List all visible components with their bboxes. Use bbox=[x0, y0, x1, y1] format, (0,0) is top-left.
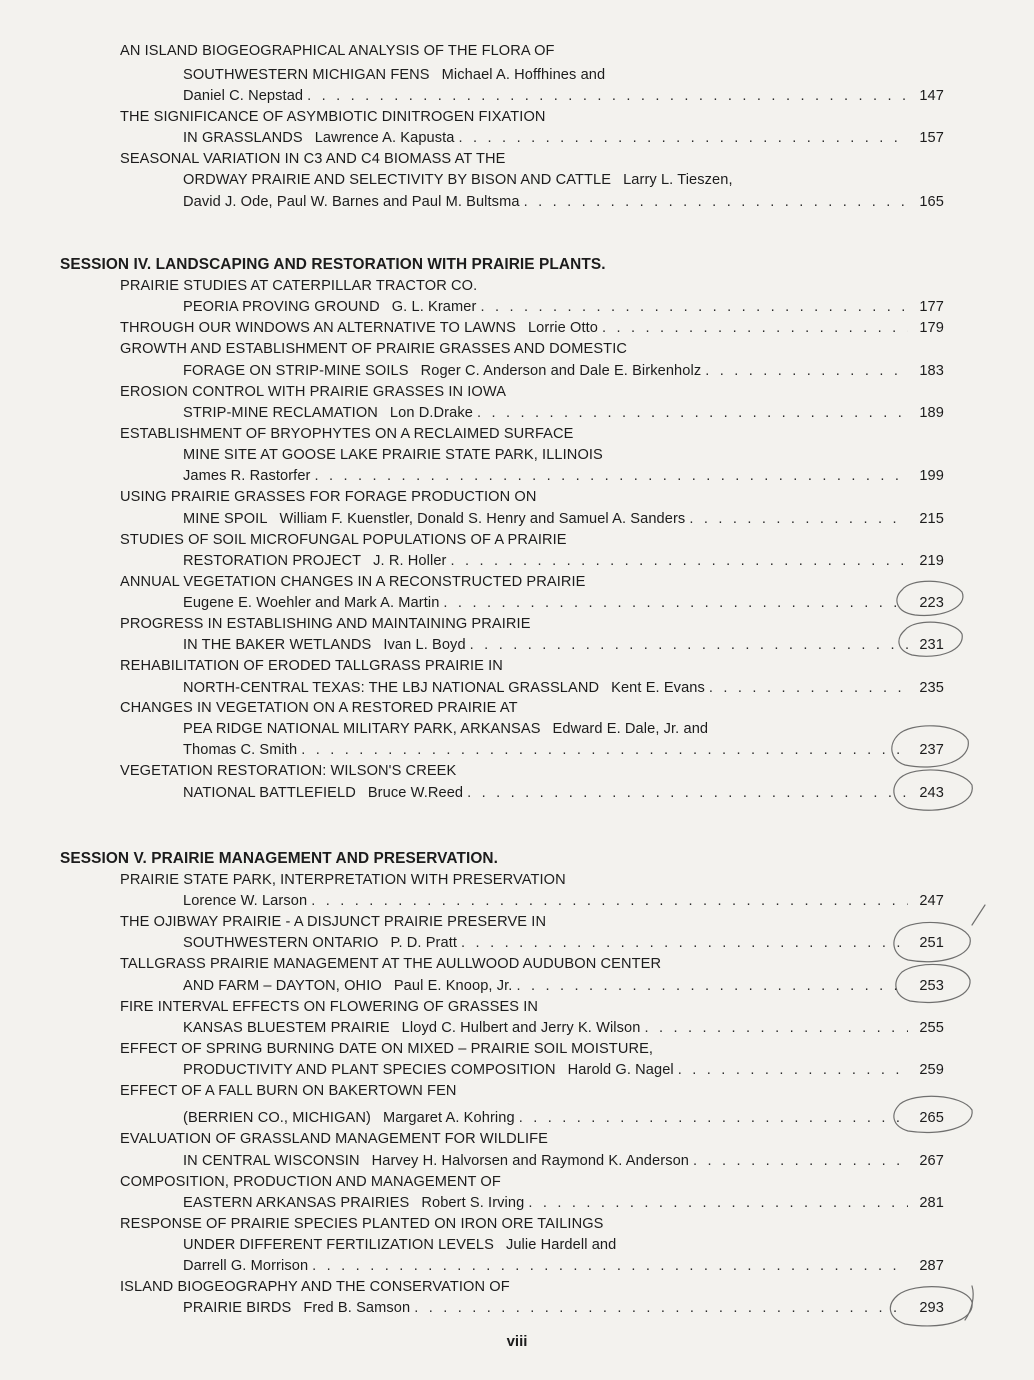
entry-page-number: 251 bbox=[919, 935, 944, 951]
entry-page-number: 219 bbox=[919, 553, 944, 569]
entry-author: William F. Kuenstler, Donald S. Henry and Samuel A. Sanders bbox=[279, 511, 686, 527]
entry-title-text: STRIP-MINE RECLAMATION bbox=[183, 405, 378, 421]
dot-leader bbox=[705, 362, 908, 380]
entry-author: Kent E. Evans bbox=[611, 680, 705, 696]
entry-page-number: 265 bbox=[919, 1110, 944, 1126]
entry-title-text: EASTERN ARKANSAS PRAIRIES bbox=[183, 1195, 410, 1211]
entry-title-line: COMPOSITION, PRODUCTION AND MANAGEMENT OF bbox=[120, 1174, 501, 1190]
dot-leader bbox=[414, 1299, 908, 1317]
entry-title-text: AND FARM – DAYTON, OHIO bbox=[183, 978, 382, 994]
entry-title-line bbox=[183, 66, 605, 84]
entry-title-line bbox=[183, 720, 708, 738]
entry-author: Michael A. Hoffhines and bbox=[441, 67, 606, 83]
entry-title-text: SOUTHWESTERN ONTARIO bbox=[183, 935, 379, 951]
toc-entry-line bbox=[183, 784, 944, 802]
dot-leader bbox=[644, 1019, 908, 1037]
dot-leader bbox=[516, 977, 908, 995]
toc-entry-line bbox=[183, 510, 944, 528]
entry-title-text: PEA RIDGE NATIONAL MILITARY PARK, ARKANSAS bbox=[183, 721, 541, 737]
dot-leader bbox=[470, 636, 908, 654]
dot-leader bbox=[307, 87, 908, 105]
entry-page-number: 147 bbox=[919, 88, 944, 104]
entry-title-text: PRODUCTIVITY AND PLANT SPECIES COMPOSITION bbox=[183, 1062, 556, 1078]
toc-entry-line bbox=[183, 129, 944, 147]
dot-leader bbox=[602, 319, 908, 337]
entry-author: Roger C. Anderson and Dale E. Birkenholz bbox=[420, 363, 702, 379]
entry-title-line: VEGETATION RESTORATION: WILSON'S CREEK bbox=[120, 763, 457, 779]
entry-title-text: PRAIRIE BIRDS bbox=[183, 1300, 292, 1316]
entry-title-line: FIRE INTERVAL EFFECTS ON FLOWERING OF GRASSES IN bbox=[120, 999, 539, 1015]
entry-author: Darrell G. Morrison bbox=[183, 1258, 309, 1274]
entry-page-number: 165 bbox=[919, 194, 944, 210]
entry-title-line: REHABILITATION OF ERODED TALLGRASS PRAIRIE IN bbox=[120, 658, 503, 674]
entry-author: Fred B. Samson bbox=[303, 1300, 411, 1316]
toc-entry-line bbox=[183, 1152, 944, 1170]
toc-entry-line bbox=[183, 362, 944, 380]
entry-page-number: 157 bbox=[919, 130, 944, 146]
entry-title-line: MINE SITE AT GOOSE LAKE PRAIRIE STATE PARK, ILLINOIS bbox=[183, 447, 603, 463]
entry-page-number: 253 bbox=[919, 978, 944, 994]
toc-entry-line bbox=[183, 1061, 944, 1079]
entry-page-number: 255 bbox=[919, 1020, 944, 1036]
entry-author: P. D. Pratt bbox=[390, 935, 458, 951]
entry-title-line: SEASONAL VARIATION IN C3 AND C4 BIOMASS AT THE bbox=[120, 151, 506, 167]
entry-author: Larry L. Tieszen, bbox=[623, 172, 733, 188]
entry-title-line: EVALUATION OF GRASSLAND MANAGEMENT FOR WILDLIFE bbox=[120, 1131, 548, 1147]
entry-title-text: SOUTHWESTERN MICHIGAN FENS bbox=[183, 67, 430, 83]
dot-leader bbox=[315, 467, 909, 485]
entry-title-line: PRAIRIE STATE PARK, INTERPRETATION WITH PRESERVATION bbox=[120, 872, 566, 888]
entry-author: Paul E. Knoop, Jr. bbox=[393, 978, 513, 994]
toc-entry-line bbox=[183, 636, 944, 654]
toc-entry-line bbox=[183, 404, 944, 422]
session-heading: SESSION IV. LANDSCAPING AND RESTORATION WITH PRAIRIE PLANTS. bbox=[60, 256, 606, 273]
entry-title-line: ANNUAL VEGETATION CHANGES IN A RECONSTRUCTED PRAIRIE bbox=[120, 574, 586, 590]
entry-author: Lawrence A. Kapusta bbox=[314, 130, 455, 146]
entry-author: David J. Ode, Paul W. Barnes and Paul M. Bultsma bbox=[183, 194, 520, 210]
entry-page-number: 177 bbox=[919, 299, 944, 315]
entry-title-text: RESTORATION PROJECT bbox=[183, 553, 362, 569]
entry-title-text: IN CENTRAL WISCONSIN bbox=[183, 1153, 360, 1169]
dot-leader bbox=[477, 404, 908, 422]
toc-entry-line bbox=[183, 298, 944, 316]
toc-entry-line bbox=[183, 1299, 944, 1317]
toc-entry-line bbox=[183, 679, 944, 697]
entry-title-line bbox=[183, 171, 733, 189]
entry-page-number: 259 bbox=[919, 1062, 944, 1078]
entry-author: Edward E. Dale, Jr. and bbox=[552, 721, 709, 737]
entry-author: Thomas C. Smith bbox=[183, 742, 298, 758]
entry-title-line: USING PRAIRIE GRASSES FOR FORAGE PRODUCTION ON bbox=[120, 489, 537, 505]
entry-author: James R. Rastorfer bbox=[183, 468, 311, 484]
entry-page-number: 215 bbox=[919, 511, 944, 527]
dot-leader bbox=[709, 679, 908, 697]
entry-author: Lloyd C. Hulbert and Jerry K. Wilson bbox=[401, 1020, 641, 1036]
entry-page-number: 235 bbox=[919, 680, 944, 696]
entry-author: Lorence W. Larson bbox=[183, 893, 308, 909]
toc-entry-line bbox=[183, 741, 944, 759]
dot-leader bbox=[467, 784, 908, 802]
entry-page-number: 293 bbox=[919, 1300, 944, 1316]
page-footer-number: viii bbox=[506, 1333, 528, 1350]
dot-leader bbox=[461, 934, 908, 952]
toc-entry-line bbox=[183, 193, 944, 211]
entry-author: J. R. Holler bbox=[373, 553, 447, 569]
entry-title-text: ORDWAY PRAIRIE AND SELECTIVITY BY BISON AND CATTLE bbox=[183, 172, 612, 188]
toc-entry-line bbox=[183, 552, 944, 570]
entry-author: Daniel C. Nepstad bbox=[183, 88, 304, 104]
toc-entry-line bbox=[183, 892, 944, 910]
dot-leader bbox=[519, 1109, 908, 1127]
entry-author: Lorrie Otto bbox=[527, 320, 598, 336]
dot-leader bbox=[693, 1152, 908, 1170]
entry-title-line: ISLAND BIOGEOGRAPHY AND THE CONSERVATION OF bbox=[120, 1279, 510, 1295]
entry-title-line bbox=[183, 1236, 616, 1254]
entry-page-number: 237 bbox=[919, 742, 944, 758]
entry-author: Harvey H. Halvorsen and Raymond K. Anderson bbox=[371, 1153, 690, 1169]
entry-author: Eugene E. Woehler and Mark A. Martin bbox=[183, 595, 440, 611]
dot-leader bbox=[528, 1194, 908, 1212]
entry-page-number: 183 bbox=[919, 363, 944, 379]
entry-page-number: 287 bbox=[919, 1258, 944, 1274]
dot-leader bbox=[459, 129, 908, 147]
entry-title-line: EROSION CONTROL WITH PRAIRIE GRASSES IN IOWA bbox=[120, 384, 507, 400]
toc-entry-line bbox=[183, 934, 944, 952]
entry-title-text: KANSAS BLUESTEM PRAIRIE bbox=[183, 1020, 390, 1036]
toc-entry-line bbox=[183, 1019, 944, 1037]
entry-title-line: EFFECT OF A FALL BURN ON BAKERTOWN FEN bbox=[120, 1083, 457, 1099]
entry-page-number: 199 bbox=[919, 468, 944, 484]
entry-page-number: 179 bbox=[919, 320, 944, 336]
dot-leader bbox=[311, 892, 908, 910]
entry-title-line: AN ISLAND BIOGEOGRAPHICAL ANALYSIS OF THE FLORA OF bbox=[120, 43, 555, 59]
entry-title-line: TALLGRASS PRAIRIE MANAGEMENT AT THE AULLWOOD AUDUBON CENTER bbox=[120, 956, 662, 972]
entry-author: G. L. Kramer bbox=[391, 299, 477, 315]
dot-leader bbox=[524, 193, 908, 211]
entry-title-text: PEORIA PROVING GROUND bbox=[183, 299, 380, 315]
entry-title-text: NATIONAL BATTLEFIELD bbox=[183, 785, 356, 801]
entry-title-line: CHANGES IN VEGETATION ON A RESTORED PRAIRIE AT bbox=[120, 700, 518, 716]
dot-leader bbox=[689, 510, 908, 528]
entry-title-line: RESPONSE OF PRAIRIE SPECIES PLANTED ON IRON ORE TAILINGS bbox=[120, 1216, 604, 1232]
entry-title-text: UNDER DIFFERENT FERTILIZATION LEVELS bbox=[183, 1237, 494, 1253]
entry-title-text: FORAGE ON STRIP-MINE SOILS bbox=[183, 363, 409, 379]
entry-title-text: MINE SPOIL bbox=[183, 511, 268, 527]
entry-author: Lon D.Drake bbox=[389, 405, 473, 421]
entry-page-number: 267 bbox=[919, 1153, 944, 1169]
entry-title-line: GROWTH AND ESTABLISHMENT OF PRAIRIE GRASSES AND DOMESTIC bbox=[120, 341, 627, 357]
toc-entry-line bbox=[183, 594, 944, 612]
toc-entry-line bbox=[183, 467, 944, 485]
entry-page-number: 247 bbox=[919, 893, 944, 909]
session-heading: SESSION V. PRAIRIE MANAGEMENT AND PRESERVATION. bbox=[60, 850, 498, 867]
entry-title-text: IN THE BAKER WETLANDS bbox=[183, 637, 372, 653]
entry-page-number: 281 bbox=[919, 1195, 944, 1211]
entry-title-line: THE SIGNIFICANCE OF ASYMBIOTIC DINITROGEN FIXATION bbox=[120, 109, 546, 125]
entry-title-line: THE OJIBWAY PRAIRIE - A DISJUNCT PRAIRIE PRESERVE IN bbox=[120, 914, 547, 930]
toc-entry-line bbox=[183, 87, 944, 105]
entry-title-line: PROGRESS IN ESTABLISHING AND MAINTAINING PRAIRIE bbox=[120, 616, 531, 632]
entry-title-line: PRAIRIE STUDIES AT CATERPILLAR TRACTOR CO. bbox=[120, 278, 478, 294]
toc-entry-line bbox=[183, 1194, 944, 1212]
entry-page-number: 189 bbox=[919, 405, 944, 421]
entry-title-line: ESTABLISHMENT OF BRYOPHYTES ON A RECLAIMED SURFACE bbox=[120, 426, 574, 442]
toc-entry-line bbox=[183, 977, 944, 995]
entry-author: Ivan L. Boyd bbox=[383, 637, 466, 653]
toc-entry-line bbox=[183, 1109, 944, 1127]
entry-title-text: THROUGH OUR WINDOWS AN ALTERNATIVE TO LAWNS bbox=[120, 320, 516, 336]
toc-entry-line bbox=[120, 319, 944, 337]
entry-page-number: 243 bbox=[919, 785, 944, 801]
dot-leader bbox=[480, 298, 908, 316]
entry-title-text: (BERRIEN CO., MICHIGAN) bbox=[183, 1110, 371, 1126]
entry-author: Harold G. Nagel bbox=[567, 1062, 674, 1078]
dot-leader bbox=[451, 552, 909, 570]
entry-title-text: NORTH-CENTRAL TEXAS: THE LBJ NATIONAL GRASSLAND bbox=[183, 680, 600, 696]
entry-author: Margaret A. Kohring bbox=[382, 1110, 515, 1126]
dot-leader bbox=[443, 594, 908, 612]
dot-leader bbox=[312, 1257, 908, 1275]
entry-page-number: 231 bbox=[919, 637, 944, 653]
entry-title-line: EFFECT OF SPRING BURNING DATE ON MIXED – PRAIRIE SOIL MOISTURE, bbox=[120, 1041, 654, 1057]
dot-leader bbox=[678, 1061, 908, 1079]
toc-entry-line bbox=[183, 1257, 944, 1275]
entry-author: Julie Hardell and bbox=[505, 1237, 617, 1253]
entry-title-text: IN GRASSLANDS bbox=[183, 130, 303, 146]
entry-title-line: STUDIES OF SOIL MICROFUNGAL POPULATIONS OF A PRAIRIE bbox=[120, 532, 567, 548]
dot-leader bbox=[301, 741, 908, 759]
entry-author: Bruce W.Reed bbox=[367, 785, 464, 801]
entry-author: Robert S. Irving bbox=[421, 1195, 525, 1211]
entry-page-number: 223 bbox=[919, 595, 944, 611]
